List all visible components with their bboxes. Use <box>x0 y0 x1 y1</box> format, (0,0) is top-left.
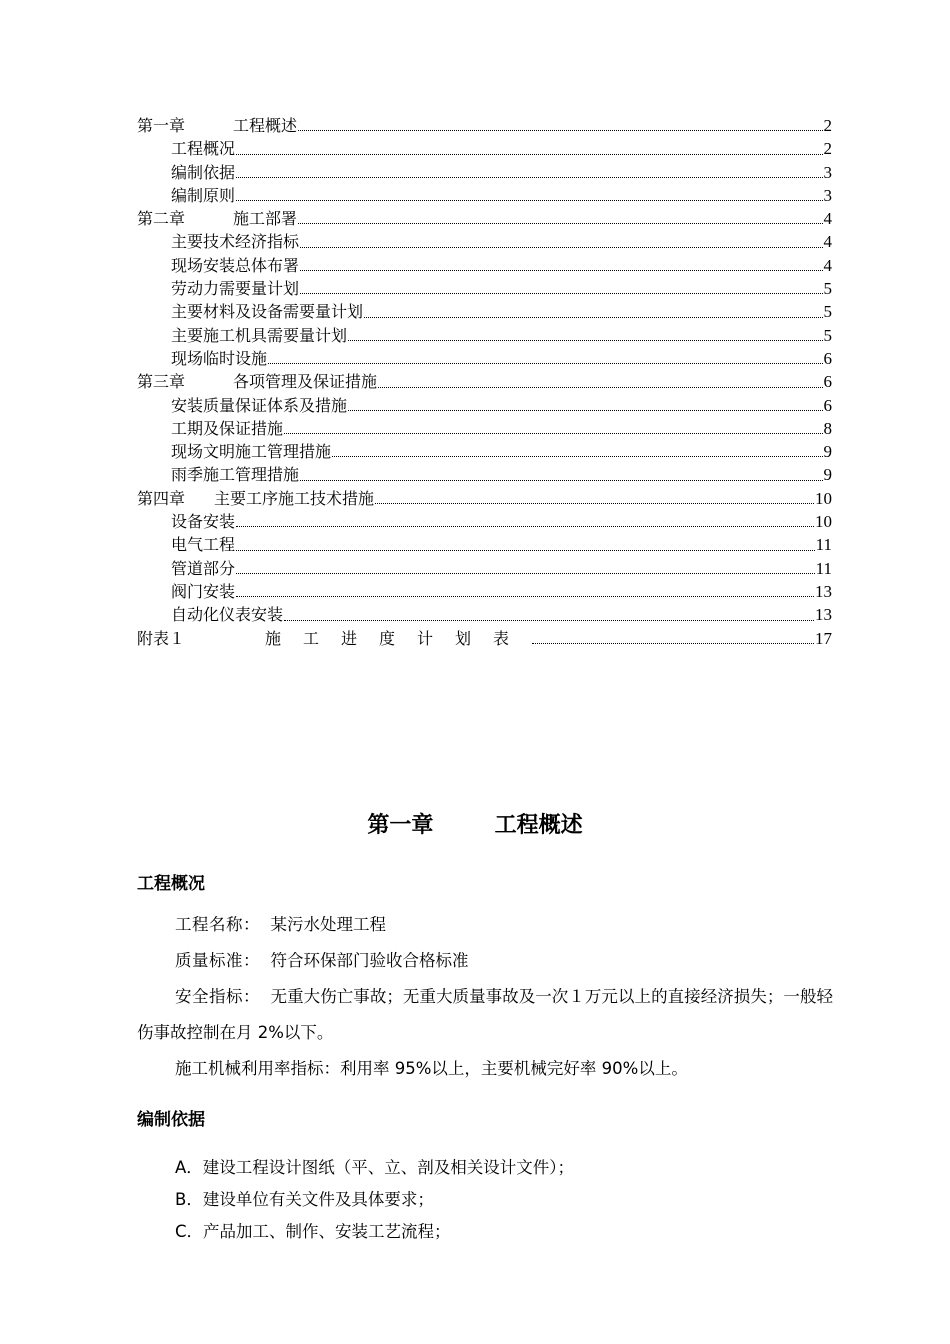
toc-entry-text <box>137 370 377 393</box>
quality-standard-key: 质量标准： <box>175 951 260 970</box>
toc-dot-leader <box>236 550 815 551</box>
toc-section-entry[interactable] <box>137 254 832 277</box>
toc-page-number: 17 <box>815 628 832 648</box>
toc-entry-label: 第二章 <box>137 209 186 229</box>
toc-page-number: 3 <box>823 185 832 205</box>
toc-page-number: 4 <box>823 255 832 275</box>
toc-dot-leader <box>236 200 822 201</box>
toc-section-entry[interactable] <box>137 324 832 347</box>
toc-entry-text <box>171 300 363 323</box>
toc-entry-text <box>171 137 235 160</box>
toc-entry-title: 管道部分 <box>171 558 236 578</box>
toc-entry-title: 自动化仪表安装 <box>171 605 284 625</box>
toc-entry-text <box>171 254 299 277</box>
basis-item-a <box>137 1150 837 1186</box>
toc-dot-leader <box>236 177 822 178</box>
toc-section-entry[interactable] <box>137 417 832 440</box>
toc-entry-label: 第一章 <box>137 116 186 135</box>
basis-item-c-text: C．产品加工、制作、安装工艺流程； <box>175 1222 451 1241</box>
toc-page-number: 2 <box>823 139 832 159</box>
toc-section-entry[interactable] <box>137 347 832 370</box>
toc-entry-text <box>171 417 283 440</box>
toc-entry-text <box>171 230 299 253</box>
toc-entry-title: 阀门安装 <box>171 581 236 601</box>
toc-section-entry[interactable] <box>137 184 832 207</box>
toc-chapter-entry[interactable] <box>137 114 832 137</box>
toc-entry-title: 主要材料及设备需要量计划 <box>171 302 364 322</box>
toc-page-number: 4 <box>823 232 832 252</box>
toc-entry-text <box>137 207 297 230</box>
toc-entry-title: 工程概况 <box>171 139 236 159</box>
toc-dot-leader <box>332 456 822 457</box>
toc-entry-title: 现场文明施工管理措施 <box>171 442 332 462</box>
toc-section-entry[interactable] <box>137 533 832 556</box>
toc-dot-leader <box>364 317 822 318</box>
toc-dot-leader <box>284 620 814 621</box>
toc-page-number: 5 <box>823 302 832 322</box>
toc-dot-leader <box>284 433 822 434</box>
toc-entry-title: 编制依据 <box>171 162 236 182</box>
toc-entry-title: 工程概述 <box>233 116 298 135</box>
toc-entry-text <box>171 324 347 347</box>
toc-entry-text <box>171 161 235 184</box>
toc-entry-text <box>171 277 299 300</box>
toc-entry-text <box>171 510 235 533</box>
toc-entry-label: 第四章 <box>137 488 186 508</box>
safety-index-value: 无重大伤亡事故；无重大质量事故及一次１万元以上的直接经济损失；一般轻伤事故控制在月 2%以下。 <box>137 987 833 1042</box>
toc-dot-leader <box>236 526 814 527</box>
chapter-heading-label: 第一章 <box>367 813 434 838</box>
toc-page-number: 10 <box>815 512 832 532</box>
toc-dot-leader <box>236 573 815 574</box>
toc-chapter-entry[interactable] <box>137 487 832 510</box>
toc-dot-leader <box>375 503 814 504</box>
toc-entry-label: 附表１ <box>137 628 186 648</box>
toc-entry-title: 现场临时设施 <box>171 348 268 368</box>
project-name-value: 某污水处理工程 <box>270 915 386 934</box>
toc-page-number: 6 <box>823 395 832 415</box>
project-name-key: 工程名称： <box>175 915 260 934</box>
toc-page-number: 10 <box>815 488 832 508</box>
toc-section-entry[interactable] <box>137 137 832 160</box>
toc-section-entry[interactable] <box>137 394 832 417</box>
toc-entry-title: 电气工程 <box>171 535 236 555</box>
toc-dot-leader <box>532 643 814 644</box>
toc-section-entry[interactable] <box>137 440 832 463</box>
toc-page-number: 5 <box>823 325 832 345</box>
toc-entry-title: 现场安装总体布署 <box>171 255 300 275</box>
quality-standard-value: 符合环保部门验收合格标准 <box>270 951 469 970</box>
toc-entry-title: 设备安装 <box>171 512 236 532</box>
toc-entry-title: 施工部署 <box>233 209 298 229</box>
toc-entry-text <box>171 347 267 370</box>
toc-dot-leader <box>268 363 822 364</box>
toc-page-number: 11 <box>815 558 832 578</box>
toc-entry-title: 劳动力需要量计划 <box>171 279 300 299</box>
section-heading-overview: 工程概况 <box>137 874 205 894</box>
toc-entry-text <box>171 463 299 486</box>
machine-utilization-text: 施工机械利用率指标：利用率 95%以上，主要机械完好率 90%以上。 <box>175 1059 688 1078</box>
toc-entry-title: 工期及保证措施 <box>171 418 284 438</box>
toc-section-entry[interactable] <box>137 277 832 300</box>
toc-dot-leader <box>348 340 822 341</box>
toc-section-entry[interactable] <box>137 230 832 253</box>
toc-entry-text <box>171 533 235 556</box>
toc-section-entry[interactable] <box>137 580 832 603</box>
toc-entry-text <box>137 627 531 650</box>
quality-standard-line <box>137 943 837 979</box>
basis-item-c <box>137 1214 837 1250</box>
safety-index-key: 安全指标： <box>175 987 260 1006</box>
toc-dot-leader <box>236 154 822 155</box>
toc-dot-leader <box>378 387 822 388</box>
toc-entry-title: 主要工序施工技术措施 <box>214 488 375 508</box>
toc-chapter-entry[interactable] <box>137 370 832 393</box>
toc-entry-title: 编制原则 <box>171 185 236 205</box>
project-name-line <box>137 907 837 943</box>
toc-entry-text <box>171 580 235 603</box>
toc-page-number: 5 <box>823 279 832 299</box>
toc-section-entry[interactable] <box>137 603 832 626</box>
toc-entry-text <box>171 603 283 626</box>
toc-page-number: 6 <box>823 372 832 392</box>
basis-item-b <box>137 1182 837 1218</box>
toc-page-number: 4 <box>823 209 832 229</box>
toc-entry-title: 主要施工机具需要量计划 <box>171 325 348 345</box>
toc-section-entry[interactable] <box>137 300 832 323</box>
toc-page-number: 9 <box>823 465 832 485</box>
table-of-contents <box>137 114 832 650</box>
toc-page-number: 3 <box>823 162 832 182</box>
toc-dot-leader <box>300 270 822 271</box>
toc-entry-text <box>171 440 331 463</box>
toc-dot-leader <box>298 130 822 131</box>
machine-utilization-line <box>137 1051 837 1087</box>
toc-section-entry[interactable] <box>137 557 832 580</box>
toc-entry-title: 雨季施工管理措施 <box>171 465 300 485</box>
toc-dot-leader <box>300 293 822 294</box>
toc-dot-leader <box>300 480 822 481</box>
toc-entry-text <box>171 394 347 417</box>
toc-dot-leader <box>298 223 822 224</box>
toc-chapter-entry[interactable] <box>137 207 832 230</box>
toc-entry-title: 主要技术经济指标 <box>171 232 300 252</box>
basis-item-b-text: B．建设单位有关文件及具体要求； <box>175 1190 434 1209</box>
chapter-heading-title: 工程概述 <box>494 813 583 838</box>
toc-entry-title: 安装质量保证体系及措施 <box>171 395 348 415</box>
toc-page-number: 13 <box>815 581 832 601</box>
section-heading-basis: 编制依据 <box>137 1110 205 1130</box>
toc-dot-leader <box>236 596 814 597</box>
toc-entry-text <box>171 557 235 580</box>
toc-entry-label: 第三章 <box>137 372 186 392</box>
safety-index-paragraph <box>137 979 833 1051</box>
basis-item-a-text: A．建设工程设计图纸（平、立、剖及相关设计文件）； <box>175 1158 575 1177</box>
toc-page-number: 8 <box>823 418 832 438</box>
toc-entry-title: 各项管理及保证措施 <box>233 372 378 392</box>
toc-page-number: 11 <box>815 535 832 555</box>
toc-section-entry[interactable] <box>137 510 832 533</box>
toc-entry-text <box>171 184 235 207</box>
toc-dot-leader <box>300 247 822 248</box>
toc-page-number: 2 <box>823 116 832 135</box>
toc-dot-leader <box>348 410 822 411</box>
toc-section-entry[interactable] <box>137 463 832 486</box>
toc-chapter-entry[interactable] <box>137 627 832 650</box>
toc-entry-text <box>137 114 297 137</box>
chapter-heading <box>0 808 950 839</box>
toc-page-number: 9 <box>823 442 832 462</box>
toc-entry-title: 施工进度计划表 <box>265 628 532 648</box>
toc-page-number: 6 <box>823 348 832 368</box>
toc-section-entry[interactable] <box>137 161 832 184</box>
toc-page-number: 13 <box>815 605 832 625</box>
toc-entry-text <box>137 487 374 510</box>
